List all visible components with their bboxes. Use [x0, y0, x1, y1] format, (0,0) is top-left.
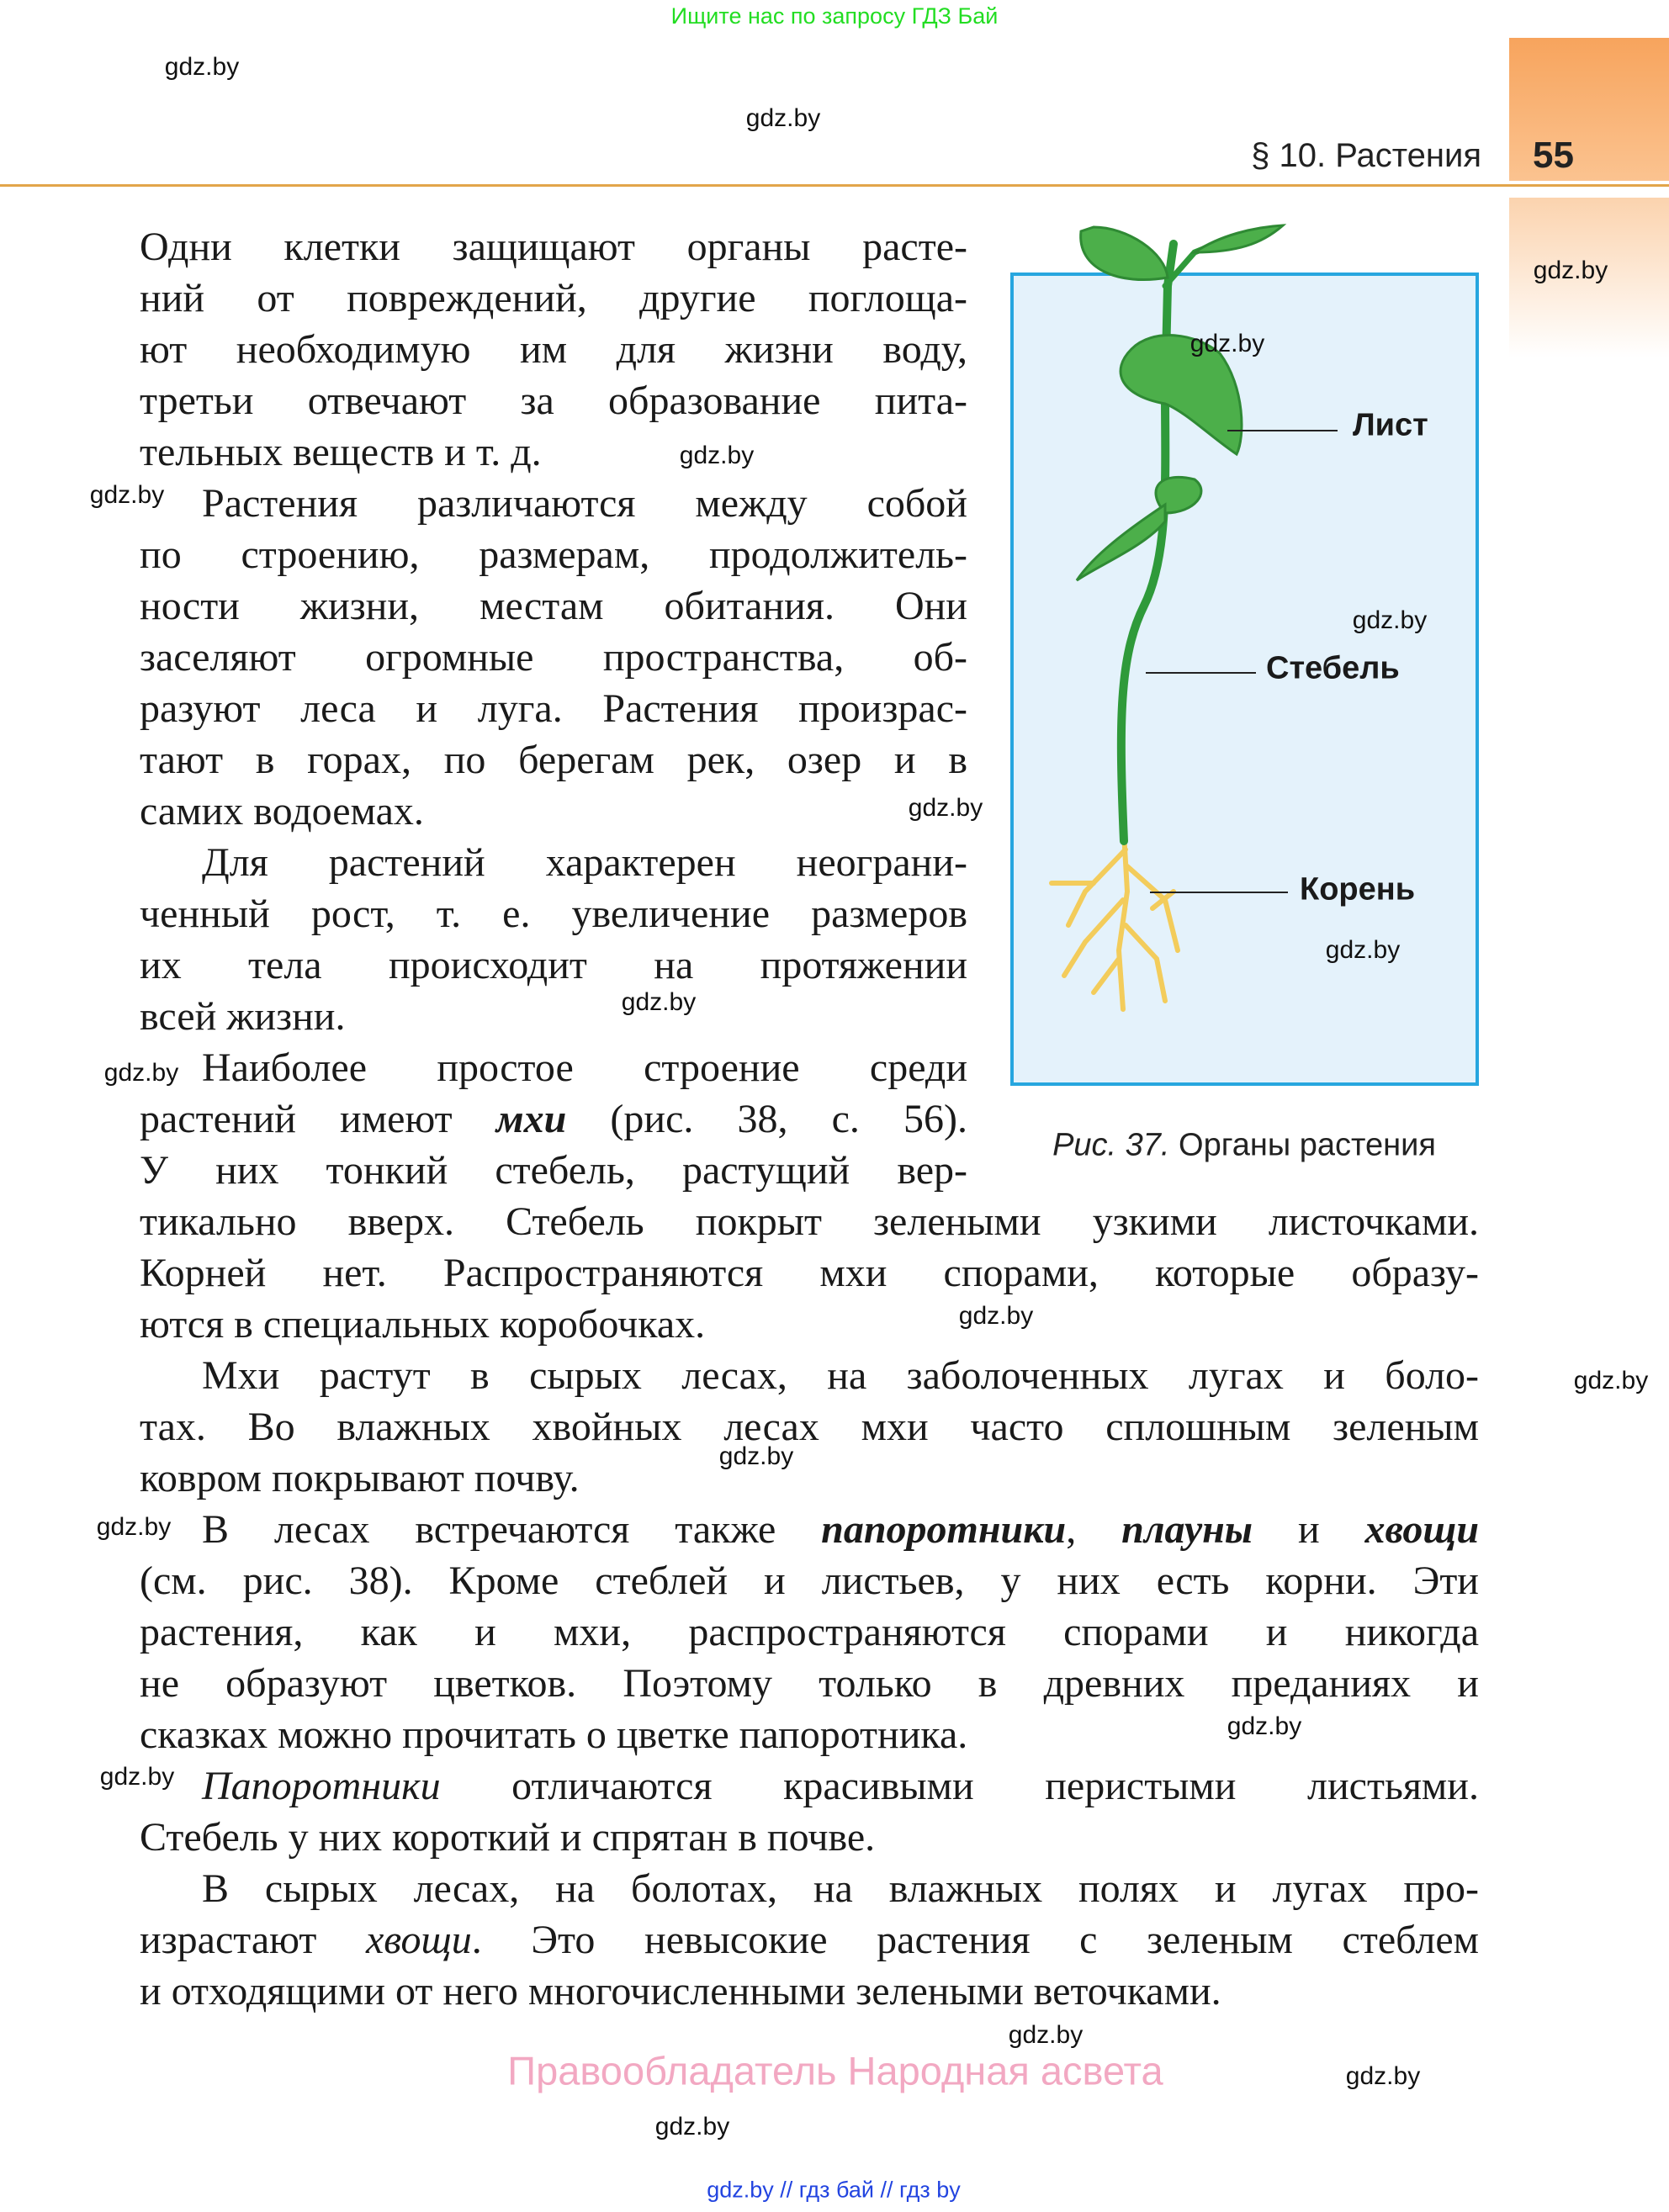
text-run: . Это невысокие растения с зеленым стеблем: [471, 1918, 1480, 1962]
watermark-text: gdz.by: [908, 794, 983, 822]
watermark-text: gdz.by: [1227, 1712, 1302, 1740]
text-run: ются в специальных коробочках.: [140, 1302, 706, 1347]
text-run: ковром покрывают почву.: [140, 1456, 580, 1500]
watermark-text: gdz.by: [621, 988, 697, 1016]
page-number: 55: [1533, 135, 1574, 176]
emphasized-term: мхи: [495, 1097, 567, 1141]
leaf-leader-line: [1227, 430, 1338, 431]
watermark-text: gdz.by: [89, 481, 165, 509]
leaves-drawing: [1077, 225, 1283, 580]
emphasized-term: Папоротники: [202, 1764, 441, 1808]
watermark-text: gdz.by: [1325, 936, 1401, 964]
watermark-text: gdz.by: [1345, 2062, 1421, 2090]
text-run: израстают: [140, 1918, 366, 1962]
text-line: [140, 1555, 1479, 1606]
watermark-text: gdz.by: [1573, 1367, 1649, 1394]
watermark-text: gdz.by: [99, 1763, 175, 1791]
text-run: ний от повреждений, другие поглоща-: [140, 276, 967, 320]
text-run: Наиболее простое строение среди: [202, 1045, 967, 1090]
emphasized-term: хвощи: [365, 1918, 472, 1962]
text-run: самих водоемах.: [140, 789, 424, 833]
text-line: [140, 1453, 1479, 1504]
label-root: Корень: [1300, 871, 1416, 908]
copyright-notice: Правообладатель Народная асвета: [507, 2048, 1163, 2093]
text-run: заселяют огромные пространства, об-: [140, 635, 967, 680]
text-run: растений имеют: [140, 1097, 496, 1141]
watermark-text: gdz.by: [1189, 330, 1265, 357]
watermark-text: gdz.by: [1008, 2021, 1084, 2049]
text-line: [140, 1401, 1479, 1453]
text-run: тах. Во влажных хвойных лесах мхи часто сплошным зеленым: [140, 1405, 1479, 1449]
text-line: [202, 1350, 1479, 1401]
label-leaf: Лист: [1353, 407, 1428, 443]
figure-caption: [1052, 1128, 1436, 1164]
watermark-text: gdz.by: [958, 1302, 1034, 1330]
watermark-text: gdz.by: [1533, 257, 1608, 284]
caption-number: Рис. 37.: [1052, 1127, 1170, 1163]
text-run: Корней нет. Распространяются мхи спорами, которые образу-: [140, 1251, 1479, 1295]
text-run: их тела происходит на протяжении: [140, 943, 967, 987]
watermark-text: gdz.by: [718, 1442, 794, 1470]
text-run: В лесах встречаются также: [202, 1507, 822, 1552]
section-title: § 10. Растения: [1251, 137, 1481, 174]
text-run: Одни клетки защищают органы расте-: [140, 225, 967, 269]
text-line: [140, 1299, 1479, 1350]
text-run: и: [1253, 1507, 1365, 1552]
emphasized-term: плауны: [1121, 1507, 1253, 1552]
label-stem: Стебель: [1266, 650, 1400, 686]
text-run: Стебель у них короткий и спрятан в почве.: [140, 1815, 876, 1860]
text-run: (см. рис. 38). Кроме стеблей и листьев, у них есть корни. Эти: [140, 1558, 1479, 1603]
text-run: ,: [1066, 1507, 1122, 1552]
watermark-text: gdz.by: [1352, 606, 1428, 634]
watermark-text: gdz.by: [679, 442, 755, 469]
text-line: [140, 1914, 1479, 1966]
text-line: [140, 1658, 1479, 1709]
text-run: ченный рост, т. е. увеличение размеров: [140, 892, 967, 936]
text-run: ности жизни, местам обитания. Они: [140, 584, 967, 628]
text-line: [202, 1504, 1479, 1555]
text-line: [202, 1760, 1479, 1812]
text-run: сказках можно прочитать о цветке папоротника.: [140, 1712, 968, 1757]
text-run: тают в горах, по берегам рек, озер и в: [140, 738, 967, 782]
text-run: растения, как и мхи, распространяются спорами и никогда: [140, 1610, 1479, 1654]
text-run: всей жизни.: [140, 994, 346, 1039]
text-line: [140, 1966, 1479, 2017]
text-run: Растения различаются между собой: [202, 481, 967, 526]
footer-link[interactable]: gdz.by // гдз бай // гдз by: [707, 2177, 961, 2203]
text-line: [140, 1812, 1479, 1863]
text-line: [140, 1247, 1479, 1299]
watermark-text: gdz.by: [745, 104, 821, 132]
text-run: тельных веществ и т. д.: [140, 430, 542, 474]
text-run: по строению, размерам, продолжитель-: [140, 532, 967, 577]
text-run: Мхи растут в сырых лесах, на заболоченных лугах и боло-: [202, 1353, 1479, 1398]
text-line: [202, 1863, 1479, 1914]
search-banner: Ищите нас по запросу ГДЗ Бай: [670, 3, 999, 29]
text-run: отличаются красивыми перистыми листьями.: [440, 1764, 1479, 1808]
text-run: не образуют цветков. Поэтому только в древних преданиях и: [140, 1661, 1479, 1706]
text-line: [140, 1606, 1479, 1658]
root-drawing: [1052, 833, 1178, 1009]
text-run: ют необходимую им для жизни воду,: [140, 327, 967, 372]
watermark-text: gdz.by: [96, 1513, 172, 1541]
text-run: тикально вверх. Стебель покрыт зелеными узкими листочками.: [140, 1199, 1479, 1244]
root-leader-line: [1150, 892, 1288, 893]
text-run: и отходящими от него многочисленными зелеными веточками.: [140, 1969, 1221, 2014]
caption-text: Органы растения: [1179, 1127, 1436, 1163]
text-run: разуют леса и луга. Растения произрас-: [140, 686, 967, 731]
text-run: (рис. 38, с. 56).: [566, 1097, 967, 1141]
emphasized-term: хвощи: [1364, 1507, 1480, 1552]
stem-leader-line: [1146, 672, 1256, 674]
text-run: У них тонкий стебель, растущий вер-: [140, 1148, 967, 1193]
text-run: Для растений характерен неограни-: [202, 840, 967, 885]
text-run: третьи отвечают за образование пита-: [140, 378, 967, 423]
watermark-text: gdz.by: [164, 53, 240, 81]
watermark-text: gdz.by: [103, 1059, 179, 1087]
text-line: [140, 1196, 1479, 1247]
emphasized-term: папоротники: [821, 1507, 1067, 1552]
watermark-text: gdz.by: [654, 2113, 730, 2141]
text-run: В сырых лесах, на болотах, на влажных полях и лугах про-: [202, 1866, 1479, 1911]
